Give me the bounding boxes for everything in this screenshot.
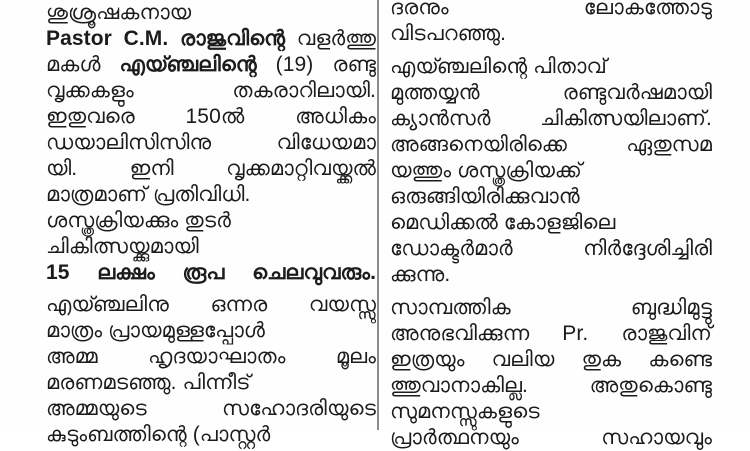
- text-line: [46, 78, 376, 104]
- text-line: [46, 260, 376, 286]
- text-line: [46, 130, 376, 156]
- text-line: [46, 156, 376, 182]
- text-segment: രാജുവിന്റെ: [179, 27, 286, 50]
- text-line: [46, 26, 376, 52]
- text-segment: മാത്രം പ്രായമുള്ളപ്പോൾ: [46, 319, 265, 342]
- text-segment: അമ്മ ഹൃദയാഘാതം മൂലം: [46, 345, 376, 368]
- right-column-text: [390, 0, 712, 451]
- text-line: [390, 210, 712, 236]
- text-segment: ശസ്ത്രക്രിയക്കും തുടർ: [46, 209, 231, 232]
- text-line: [46, 0, 376, 26]
- text-segment: (19) രണ്ടു: [256, 53, 376, 76]
- text-segment: വിടപറഞ്ഞു.: [390, 22, 507, 45]
- text-line: [46, 292, 376, 318]
- text-segment: ഡയാലിസിസിനു വിധേയമാ: [46, 131, 376, 154]
- text-segment: വൃക്കകളും തകരാറിലായി.: [46, 79, 376, 102]
- text-line: [390, 295, 712, 321]
- text-segment: ക്കുന്നു.: [390, 263, 451, 286]
- text-line: [390, 347, 712, 373]
- text-segment: ഡോക്ടർമാർ നിർദ്ദേശിച്ചിരി: [390, 237, 712, 260]
- paragraph: [390, 54, 712, 288]
- text-segment: അങ്ങനെയിരിക്കെ ഏതുസമ: [390, 133, 712, 156]
- right-column: [390, 0, 712, 451]
- text-segment: ചികിത്സയ്ക്കുമായി: [46, 235, 199, 258]
- text-segment: ത്തുവാനാകില്ല. അതുകൊണ്ടു: [390, 374, 712, 397]
- column-divider-line: [377, 0, 379, 430]
- text-line: [390, 21, 712, 47]
- text-line: [46, 396, 376, 422]
- text-segment: മാത്രമാണ് പ്രതിവിധി.: [46, 183, 251, 206]
- text-line: [390, 158, 712, 184]
- text-segment: Pastor C.M.: [46, 27, 180, 50]
- text-line: [46, 104, 376, 130]
- text-line: [46, 370, 376, 396]
- text-segment: മുത്തയ്യൻ രണ്ടുവർഷമായി: [390, 81, 712, 104]
- left-column-text: [46, 0, 376, 448]
- paragraph: [46, 0, 376, 286]
- text-segment: മകൾ: [46, 53, 120, 76]
- text-line: [390, 0, 712, 21]
- text-segment: പ്രാർത്ഥനയും സഹായവും: [390, 426, 712, 449]
- text-segment: സുമനസ്സുകളുടെ: [390, 400, 540, 423]
- text-line: [390, 132, 712, 158]
- text-segment: ദരനും ലോകത്തോടു: [390, 0, 712, 19]
- text-segment: ഇത്രയും വലിയ തുക കണ്ടെ: [390, 348, 712, 371]
- text-segment: മരണമടഞ്ഞു. പിന്നീട്: [46, 371, 251, 394]
- text-segment: യത്തും ശസ്ത്രക്രിയക്ക്: [390, 159, 582, 182]
- paragraph: [390, 295, 712, 451]
- text-line: [390, 425, 712, 451]
- text-segment: ക്യാൻസർ ചികിത്സയിലാണ്.: [390, 107, 712, 130]
- text-line: [46, 234, 376, 260]
- text-line: [46, 422, 376, 448]
- left-column: [46, 0, 376, 448]
- text-line: [390, 262, 712, 288]
- text-segment: ശുശ്രൂഷകനായ: [46, 1, 192, 24]
- text-line: [46, 344, 376, 370]
- text-segment: ഇതുവരെ 150ൽ അധികം: [46, 105, 376, 128]
- text-line: [390, 80, 712, 106]
- text-line: [46, 208, 376, 234]
- text-line: [390, 321, 712, 347]
- text-line: [390, 236, 712, 262]
- text-line: [390, 373, 712, 399]
- text-line: [46, 52, 376, 78]
- text-segment: എയ്ഞ്ചലിന്റെ: [119, 53, 257, 76]
- text-segment: സാമ്പത്തിക ബുദ്ധിമുട്ടു: [390, 296, 712, 319]
- text-segment: അമ്മയുടെ സഹോദരിയുടെ: [46, 397, 376, 420]
- paragraph: [390, 0, 712, 47]
- text-segment: എയ്ഞ്ചലിന്റെ പിതാവ്: [390, 55, 607, 78]
- text-line: [46, 318, 376, 344]
- text-segment: അനുഭവിക്കുന്ന Pr. രാജുവിന്: [390, 322, 712, 345]
- text-line: [390, 54, 712, 80]
- text-segment: 15 ലക്ഷം രൂപ ചെലവുവരും.: [46, 261, 376, 284]
- text-line: [390, 106, 712, 132]
- text-segment: മെഡിക്കൽ കോളജിലെ: [390, 211, 616, 234]
- text-segment: കുടുംബത്തിന്റെ (പാസ്റ്റർ: [46, 423, 271, 446]
- text-segment: ഒരുങ്ങിയിരിക്കുവാൻ: [390, 185, 580, 208]
- text-segment: എയ്ഞ്ചലിനു ഒന്നര വയസ്സു: [46, 293, 376, 316]
- text-segment: വളർത്തു: [285, 27, 376, 50]
- text-segment: യി. ഇനി വൃക്കമാറ്റിവയ്ക്കൽ: [46, 157, 376, 180]
- paragraph: [46, 292, 376, 448]
- text-line: [46, 182, 376, 208]
- text-line: [390, 399, 712, 425]
- text-line: [390, 184, 712, 210]
